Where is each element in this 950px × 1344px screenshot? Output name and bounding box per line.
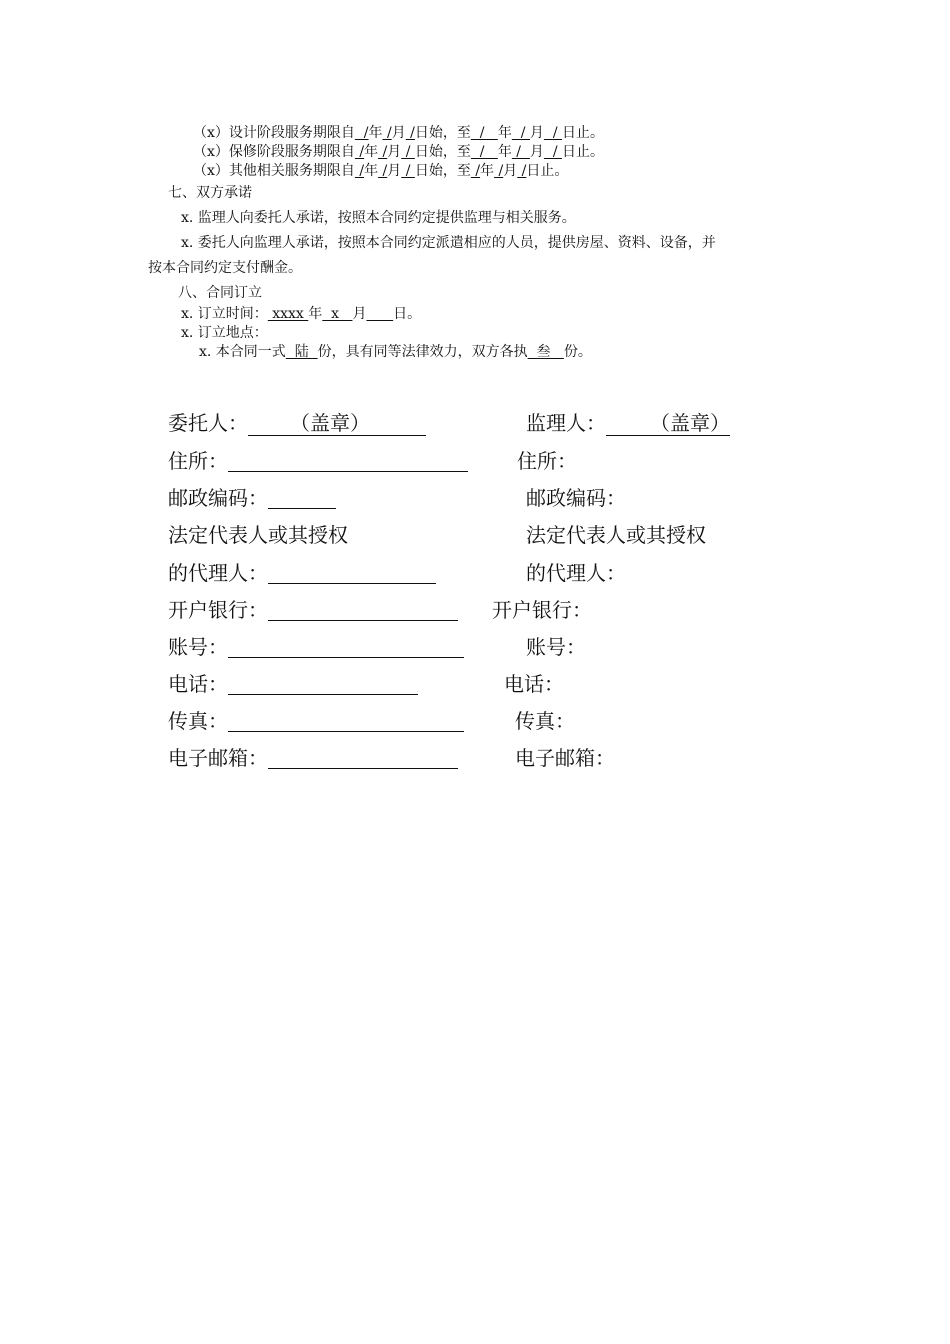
section-7-item-1: x. 监理人向委托人承诺，按照本合同约定提供监理与相关服务。 xyxy=(181,210,576,226)
blank-month-end: / xyxy=(511,144,530,160)
copies-each-value: 叁 xyxy=(527,344,564,360)
principal-postcode-row xyxy=(168,485,336,511)
signing-time-label: x. 订立时间： xyxy=(181,306,268,322)
month-label: 月 xyxy=(503,163,518,179)
contract-copies xyxy=(199,343,592,361)
start-label: 日始，至 xyxy=(414,163,471,179)
blank-month-start: / xyxy=(378,144,388,160)
month-label: 月 xyxy=(529,125,544,141)
year-label: 年 xyxy=(364,144,379,160)
month-label: 月 xyxy=(387,144,402,160)
copies-suffix: 份。 xyxy=(563,344,592,360)
section-7-item-2-line-1: x. 委托人向监理人承诺，按照本合同约定派遣相应的人员，提供房屋、资料、设备，并 xyxy=(181,235,716,251)
email-blank xyxy=(268,748,458,769)
supervisor-rep-line-1: 法定代表人或其授权 xyxy=(526,523,706,547)
address-label: 住所： xyxy=(168,449,228,473)
blank-day-end: / xyxy=(543,144,562,160)
account-blank xyxy=(228,637,464,658)
email-label: 电子邮箱： xyxy=(168,746,268,770)
blank-day-end: / xyxy=(543,125,562,141)
blank-month-end: / xyxy=(494,163,504,179)
signing-month-value: x xyxy=(322,306,353,322)
postcode-label: 邮政编码： xyxy=(168,486,268,510)
section-7-item-2-line-2: 按本合同约定支付酬金。 xyxy=(148,260,302,276)
supervisor-address: 住所： xyxy=(517,449,577,473)
seal-text: （盖章） xyxy=(650,411,730,435)
period-prefix: （x）保修阶段服务期限自 xyxy=(193,144,355,160)
bank-blank xyxy=(268,600,458,621)
blank-year-end: / xyxy=(470,144,498,160)
blank-month-start: / xyxy=(382,125,392,141)
blank-month-start: / xyxy=(378,163,388,179)
year-label: 年 xyxy=(480,163,495,179)
copies-prefix: x. 本合同一式 xyxy=(199,344,286,360)
supervisor-seal xyxy=(606,411,730,436)
seal-text: （盖章） xyxy=(290,411,370,435)
principal-row xyxy=(168,410,426,436)
service-period-warranty xyxy=(193,143,604,161)
phone-label: 电话： xyxy=(168,672,228,696)
supervisor-label: 监理人： xyxy=(526,411,606,435)
principal-bank-row xyxy=(168,597,458,623)
year-label: 年 xyxy=(497,144,512,160)
blank-year-start: / xyxy=(354,144,365,160)
supervisor-fax: 传真： xyxy=(515,709,575,733)
address-blank xyxy=(228,451,468,472)
signing-place: x. 订立地点： xyxy=(181,325,268,341)
section-7-heading: 七、双方承诺 xyxy=(168,185,252,201)
blank-day-start: / xyxy=(401,144,415,160)
supervisor-email: 电子邮箱： xyxy=(515,746,615,770)
principal-address-row xyxy=(168,448,468,474)
blank-year-end: / xyxy=(470,163,481,179)
principal-account-row xyxy=(168,634,464,660)
blank-year-start: / xyxy=(354,125,369,141)
principal-fax-row xyxy=(168,708,464,734)
principal-rep-row xyxy=(168,560,436,586)
signing-year-value: xxxx xyxy=(267,306,309,322)
month-label: 月 xyxy=(391,125,406,141)
supervisor-row xyxy=(526,410,730,436)
signing-day-value xyxy=(366,306,393,322)
rep-label: 的代理人： xyxy=(168,561,268,585)
blank-day-end: / xyxy=(517,163,527,179)
year-label: 年 xyxy=(308,306,323,322)
section-8-heading: 八、合同订立 xyxy=(178,285,262,301)
service-period-other xyxy=(193,162,568,180)
year-label: 年 xyxy=(368,125,383,141)
service-period-design xyxy=(193,124,604,142)
principal-phone-row xyxy=(168,671,418,697)
period-prefix: （x）设计阶段服务期限自 xyxy=(193,125,355,141)
fax-blank xyxy=(228,711,464,732)
signing-time xyxy=(181,305,421,323)
blank-day-start: / xyxy=(401,163,415,179)
copies-mid: 份，具有同等法律效力，双方各执 xyxy=(317,344,528,360)
copies-total-value: 陆 xyxy=(285,344,318,360)
principal-email-row xyxy=(168,745,458,771)
end-label: 日止。 xyxy=(562,125,604,141)
blank-year-end: / xyxy=(470,125,498,141)
bank-label: 开户银行： xyxy=(168,598,268,622)
month-label: 月 xyxy=(529,144,544,160)
principal-rep-line-1: 法定代表人或其授权 xyxy=(168,523,348,547)
month-label: 月 xyxy=(387,163,402,179)
start-label: 日始，至 xyxy=(414,125,471,141)
start-label: 日始，至 xyxy=(414,144,471,160)
principal-seal xyxy=(248,411,426,436)
blank-month-end: / xyxy=(511,125,530,141)
supervisor-bank: 开户银行： xyxy=(492,598,592,622)
supervisor-account: 账号： xyxy=(526,635,586,659)
day-label: 日。 xyxy=(393,306,422,322)
supervisor-postcode: 邮政编码： xyxy=(526,486,626,510)
principal-label: 委托人： xyxy=(168,411,248,435)
year-label: 年 xyxy=(364,163,379,179)
end-label: 日止。 xyxy=(562,144,604,160)
supervisor-rep-line-2: 的代理人： xyxy=(526,561,626,585)
phone-blank xyxy=(228,674,418,695)
fax-label: 传真： xyxy=(168,709,228,733)
year-label: 年 xyxy=(497,125,512,141)
end-label: 日止。 xyxy=(526,163,569,179)
blank-year-start: / xyxy=(354,163,365,179)
period-prefix: （x）其他相关服务期限自 xyxy=(193,163,355,179)
blank-day-start: / xyxy=(405,125,415,141)
month-label: 月 xyxy=(352,306,367,322)
supervisor-phone: 电话： xyxy=(504,672,564,696)
postcode-blank xyxy=(268,488,336,509)
rep-blank xyxy=(268,563,436,584)
account-label: 账号： xyxy=(168,635,228,659)
